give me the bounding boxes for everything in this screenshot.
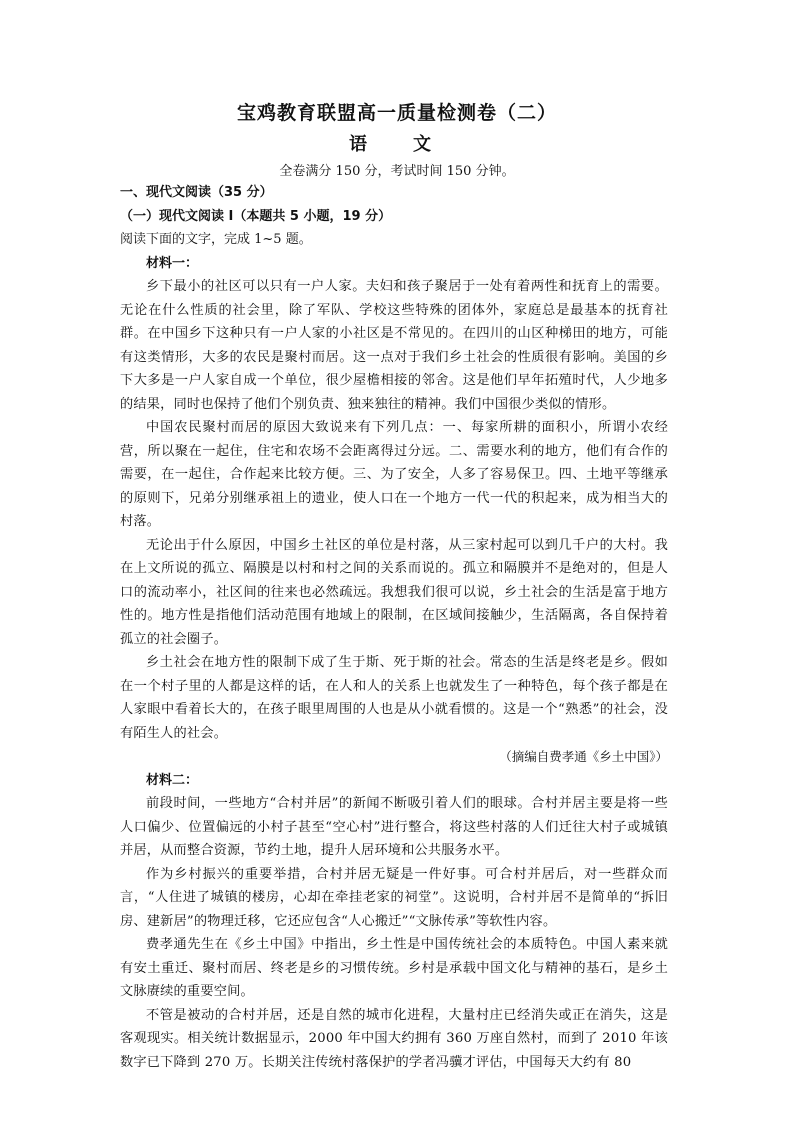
- exam-info: 全卷满分 150 分，考试时间 150 分钟。: [279, 164, 515, 179]
- exam-content: [120, 181, 668, 1074]
- material-two-label: 材料二：: [146, 772, 199, 788]
- material-one-paragraph: 无论出于什么原因，中国乡土社区的单位是村落，从三家村起可以到几千户的大村。我在上文所说的孤立、隔膜是以村和村之间的关系而说的。孤立和隔膜并不是绝对的，但是人口的流动率小，社区间的往来也必然疏远。我想我们很可以说，乡土社会的生活是富于地方性的。地方性是指他们活动范围有地域上的限制，在区域间接触少，生活隔离，各自保持着孤立的社会圈子。: [120, 537, 668, 647]
- material-two-paragraph: 不管是被动的合村并居，还是自然的城市化进程，大量村庄已经消失或正在消失，这是客观现实。相关统计数据显示，2000 年中国大约拥有 360 万座自然村，而到了 2010 年该数字已下降到 270 万。长期关注传统村落保护的学者冯骥才评估，中国每天大约有 80: [120, 1007, 668, 1070]
- subject-title: 语 文: [349, 134, 445, 155]
- section-heading: 一、现代文阅读（35 分）: [120, 185, 273, 200]
- material-one-label: 材料一：: [146, 255, 199, 271]
- material-one-paragraph: 乡下最小的社区可以只有一户人家。夫妇和孩子聚居于一处有着两性和抚育上的需要。无论在什么性质的社会里，除了军队、学校这些特殊的团体外，家庭总是最基本的抚育社群。在中国乡下这种只有一户人家的小社区是不常见的。在四川的山区种梯田的地方，可能有这类情形，大多的农民是聚村而居。这一点对于我们乡土社会的性质很有影响。美国的乡下大多是一户人家自成一个单位，很少屋檐相接的邻舍。这是他们早年拓殖时代，人少地多的结果，同时也保持了他们个别负责、独来独往的精神。我们中国很少类似的情形。: [120, 279, 668, 412]
- material-one-source: （摘编自费孝通《乡土中国》）: [499, 749, 668, 764]
- subsection-heading: （一）现代文阅读 I（本题共 5 小题，19 分）: [120, 208, 392, 224]
- material-two-paragraph: 费孝通先生在《乡土中国》中指出，乡土性是中国传统社会的本质特色。中国人素来就有安土重迁、聚村而居、终老是乡的习惯传统。乡村是承载中国文化与精神的基石，是乡土文脉赓续的重要空间。: [120, 937, 668, 999]
- reading-instruction: 阅读下面的文字，完成 1~5 题。: [120, 232, 312, 247]
- material-one-paragraph: 乡土社会在地方性的限制下成了生于斯、死于斯的社会。常态的生活是终老是乡。假如在一个村子里的人都是这样的话，在人和人的关系上也就发生了一种特色，每个孩子都是在人家眼中看着长大的，在孩子眼里周围的人也是从小就看惯的。这是一个“熟悉”的社会，没有陌生人的社会。: [120, 655, 668, 741]
- material-one-paragraph: 中国农民聚村而居的原因大致说来有下列几点：一、每家所耕的面积小，所谓小农经营，所以聚在一起住，住宅和农场不会距离得过分远。二、需要水利的地方，他们有合作的需要，在一起住，合作起来比较方便。三、为了安全，人多了容易保卫。四、土地平等继承的原则下，兄弟分别继承祖上的遗业，使人口在一个地方一代一代的积起来，成为相当大的村落。: [120, 420, 668, 529]
- material-two-paragraph: 前段时间，一些地方“合村并居”的新闻不断吸引着人们的眼球。合村并居主要是将一些人口偏少、位置偏远的小村子甚至“空心村”进行整合，将这些村落的人们迁往大村子或城镇并居，从而整合资源，节约土地，提升人居环境和公共服务水平。: [120, 796, 668, 858]
- material-two-paragraph: 作为乡村振兴的重要举措，合村并居无疑是一件好事。可合村并居后，对一些群众而言，“人住进了城镇的楼房，心却在牵挂老家的祠堂”。这说明，合村并居不是简单的“拆旧房、建新居”的物理迁移，它还应包含“人心搬迁”“文脉传承”等软性内容。: [120, 866, 668, 929]
- exam-title: 宝鸡教育联盟高一质量检测卷（二）: [236, 102, 557, 124]
